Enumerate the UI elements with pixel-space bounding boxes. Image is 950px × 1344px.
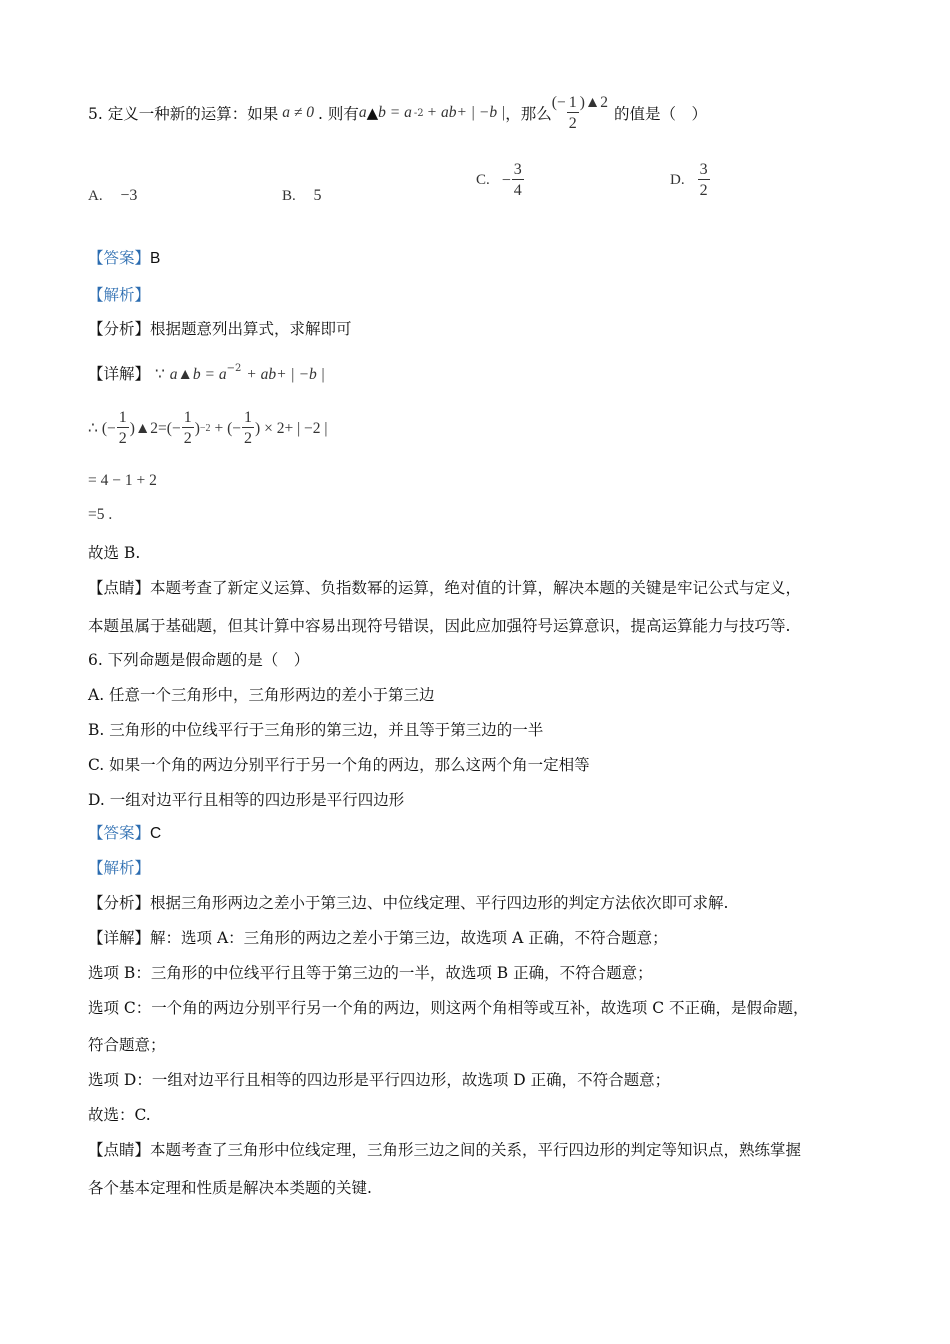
q6-answer [88, 821, 161, 843]
q5-option-d-frac [698, 162, 710, 199]
q5-option-a [88, 187, 137, 205]
q5-because-symbol: ∵ [154, 366, 165, 383]
q5-calc-frac1 [117, 410, 129, 447]
q5-def-a: a [358, 104, 367, 121]
q5-stem-b: . 则有 [317, 105, 359, 123]
q5-option-c-sign: − [501, 171, 511, 189]
q5-expr-frac-num: 1 [568, 93, 577, 111]
q5-calc-open1: (− [101, 419, 116, 437]
q6-dianjing-1 [88, 1138, 801, 1160]
q5-option-c-num: 3 [513, 161, 522, 178]
q6-fenxi [88, 891, 728, 913]
q5-calc-frac2-num: 1 [183, 409, 192, 426]
q6-fenxi-tag: 【分析】 [88, 894, 151, 912]
q5-expr-frac-den: 2 [567, 112, 579, 132]
q5-option-c-frac [512, 162, 524, 199]
q6-dianjing-text-1: 本题考查了三角形中位线定理，三角形三边之间的关系，平行四边形的判定等知识点，熟练掌握 [150, 1141, 802, 1159]
q5-option-b [282, 187, 322, 205]
q6-detail-text-1: 解：选项 A：三角形的两边之差小于第三边，故选项 A 正确，不符合题意； [150, 929, 668, 947]
q6-detail-3: 选项 C：一个角的两边分别平行另一个角的两边，则这两个角相等或互补，故选项 C 不正确，是假命题， [88, 999, 809, 1017]
q5-step1: = 4 − 1 + 2 [88, 472, 157, 489]
q5-dianjing-text-1: 本题考查了新定义运算、负指数幂的运算，绝对值的计算，解决本题的关键是牢记公式与定义， [150, 579, 802, 597]
q5-choose: 故选 B. [88, 544, 141, 562]
q5-calc-close1: ) [129, 419, 135, 437]
q5-stem-c: ，那么 [505, 105, 552, 123]
q5-option-c-den: 4 [512, 179, 524, 199]
q5-dianjing-tag: 【点睛】 [88, 579, 151, 597]
q5-calc-frac3-den: 2 [242, 427, 254, 447]
q5-answer-tag: 【答案】 [88, 249, 151, 267]
q5-calc-end: ) × 2+ | −2 | [255, 419, 328, 437]
q5-stem-a: 5. 定义一种新的运算：如果 [88, 105, 279, 123]
q5-stem [88, 93, 707, 132]
q5-calc-tail: ▲2 [134, 419, 159, 437]
q6-dianjing-2: 各个基本定理和性质是解决本类题的关键. [88, 1179, 372, 1197]
q6-option-c: C. 如果一个角的两边分别平行于另一个角的两边，那么这两个角一定相等 [88, 756, 590, 774]
q5-dianjing-1 [88, 576, 801, 598]
q5-detail-expr: a▲b = a [169, 366, 227, 383]
q5-dianjing-2: 本题虽属于基础题，但其计算中容易出现符号错误，因此应加强符号运算意识，提高运算能力与技巧等. [88, 617, 791, 635]
q5-calc-close2: ) [194, 419, 200, 437]
q5-calc-eq: = [158, 419, 167, 437]
q6-detail-2: 选项 B：三角形的中位线平行且等于第三边的一半，故选项 B 正确，不符合题意； [88, 964, 653, 982]
q5-therefore-symbol: ∴ [88, 420, 98, 437]
q5-option-a-value: −3 [120, 187, 138, 204]
q5-detail [88, 362, 325, 384]
q5-expr-open: (− [551, 94, 566, 111]
q5-analysis-tag: 【解析】 [88, 286, 151, 304]
q5-calc-exp: −2 [199, 423, 211, 434]
q5-calc-mid: + (− [214, 419, 242, 437]
q5-option-d [670, 162, 711, 199]
q5-calc-frac2-den: 2 [182, 427, 194, 447]
q5-answer-value: B [150, 250, 161, 267]
q5-def-op: ▲ [366, 104, 379, 122]
q5-option-d-label: D. [670, 172, 685, 188]
q5-step2: =5 . [88, 506, 113, 523]
q5-def-b: b = a [378, 104, 412, 121]
q6-stem: 6. 下列命题是假命题的是（ ） [88, 651, 310, 669]
q5-expr-close: ) [579, 94, 585, 111]
q5-fenxi-tag: 【分析】 [88, 320, 151, 338]
q5-calc-frac1-num: 1 [118, 409, 127, 426]
q6-dianjing-tag: 【点睛】 [88, 1141, 151, 1159]
q5-option-b-value: 5 [313, 187, 322, 204]
q5-calc-frac1-den: 2 [117, 427, 129, 447]
q6-option-b: B. 三角形的中位线平行于三角形的第三边，并且等于第三边的一半 [88, 721, 544, 739]
q5-option-d-num: 3 [699, 161, 708, 178]
q5-calc-frac3 [242, 410, 254, 447]
q5-calc-frac3-num: 1 [244, 409, 253, 426]
q6-detail-5: 选项 D：一组对边平行且相等的四边形是平行四边形，故选项 D 正确，不符合题意； [88, 1071, 671, 1089]
q5-calc-open2: (− [166, 419, 181, 437]
q5-detail-rest: + ab+ | −b | [246, 366, 325, 383]
q6-option-a: A. 任意一个三角形中，三角形两边的差小于第三边 [88, 686, 435, 704]
q5-option-c-label: C. [476, 172, 490, 188]
q5-calc-frac2 [182, 410, 194, 447]
q5-detail-tag: 【详解】 [88, 365, 151, 383]
q5-option-b-label: B. [282, 188, 296, 204]
q5-expr-tail: ▲2 [584, 94, 608, 111]
q5-fenxi-text: 根据题意列出算式，求解即可 [150, 320, 352, 338]
q5-expr-frac [567, 95, 579, 132]
q6-detail-1 [88, 926, 668, 948]
q5-option-c [476, 162, 525, 199]
q6-detail-tag: 【详解】 [88, 929, 151, 947]
q5-calc [88, 410, 328, 447]
q5-condition: a ≠ 0 [282, 104, 314, 121]
q5-detail-exp: −2 [226, 363, 242, 374]
q5-answer [88, 246, 160, 268]
q6-detail-4: 符合题意； [88, 1036, 166, 1054]
q6-choose: 故选：C. [88, 1106, 151, 1124]
q5-def-rest: + ab+ | −b | [426, 104, 506, 121]
q5-stem-d: 的值是（ ） [613, 105, 707, 123]
q6-analysis-tag: 【解析】 [88, 859, 151, 877]
q5-option-a-label: A. [88, 188, 103, 204]
q6-fenxi-text: 根据三角形两边之差小于第三边、中位线定理、平行四边形的判定方法依次即可求解. [150, 894, 729, 912]
q5-fenxi [88, 317, 352, 339]
q5-def-exp: -2 [413, 107, 424, 119]
q6-option-d: D. 一组对边平行且相等的四边形是平行四边形 [88, 791, 405, 809]
q6-answer-tag: 【答案】 [88, 824, 151, 842]
q5-option-d-den: 2 [698, 179, 710, 199]
q6-answer-value: C [150, 825, 162, 842]
